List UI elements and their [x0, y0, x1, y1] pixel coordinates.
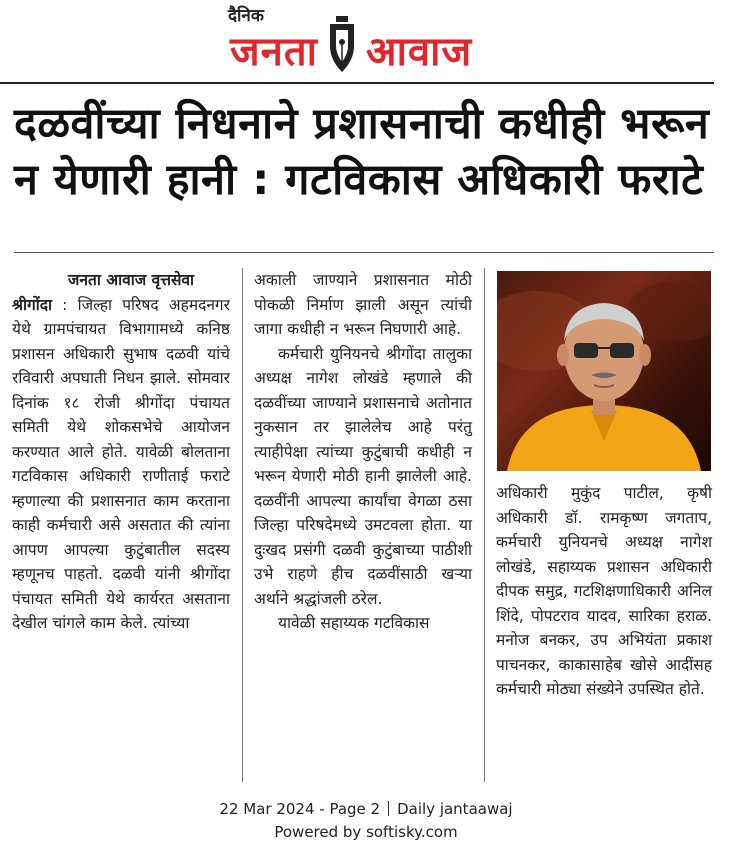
- footer-separator: [388, 801, 389, 816]
- portrait-photo: [497, 271, 711, 471]
- newspaper-logo: [230, 22, 472, 77]
- article-column-3: [496, 481, 712, 702]
- masthead-name-left: जनता: [230, 29, 319, 75]
- pen-nib-icon: [322, 16, 362, 74]
- article-paragraph-3: कर्मचारी युनियनचे श्रीगोंदा तालुका अध्यक्ष नागेश लोखंडे म्हणाले की दळवींच्या जाण्याने प्रशासनाचे अतोनात नुकसान तर झालेलेच आहे परंतु त्याहीपेक्षा त्यांच्या कुटुंबाची कधीही न भरून येणारी मोठी हानी झालेली आहे. दळवींनी आपल्या कार्यांचा वेगळा ठसा जिल्हा परिषदेमध्ये उमटवला होता. या दुःखद प्रसंगी दळवी कुटुंबाच्या पाठीशी उभे राहणे हीच दळवींसाठी खऱ्या अर्थाने श्रद्धांजली ठरेल.: [254, 344, 472, 608]
- masthead: [0, 0, 732, 84]
- article-paragraph-5: अधिकारी मुकुंद पाटील, कृषी अधिकारी डॉ. रामकृष्ण जगताप, कर्मचारी युनियनचे अध्यक्ष नागेश लोखंडे, सहाय्यक प्रशासन अधिकारी दीपक समुद्र, गटशिक्षणाधिकारी अनिल शिंदे, पोपटराव यादव, सारिका हराळ. मनोज बनकर, उप अभियंता प्रकाश पाचनकर, काकासाहेब खोसे आदींसह कर्मचारी मोठ्या संख्येने उपस्थित होते.: [496, 484, 712, 698]
- article-body-col1: : जिल्हा परिषद अहमदनगर येथे ग्रामपंचायत विभागामध्ये कनिष्ठ प्रशासन अधिकारी सुभाष दळवी यांचे रविवारी अपघाती निधन झाले. सोमवार दिनांक १८ रोजी श्रीगोंदा पंचायत समिती येथे शोकसभेचे आयोजन करण्यात आले होते. यावेळी बोलताना गटविकास अधिकारी राणीताई फराटे म्हणाल्या की प्रशासनात काम करताना काही कर्मचारी असे असतात की त्यांना आपण आपल्या कुटुंबातील सदस्य म्हणूनच पाहतो. दळवी यांनी श्रीगोंदा पंचायत समिती येथे कार्यरत असताना देखील चांगले काम केले. त्यांच्या: [12, 295, 230, 632]
- article-paragraph-1: [12, 293, 230, 636]
- masthead-name-right: आवाज: [366, 29, 473, 75]
- page-footer: [0, 798, 732, 844]
- footer-source: Daily jantaawaj: [397, 800, 513, 818]
- portrait-illustration: [497, 271, 711, 471]
- headline-line-2: न येणारी हानी : गटविकास अधिकारी फराटे: [14, 155, 704, 205]
- article-column-1: [12, 268, 230, 636]
- dateline: श्रीगोंदा: [12, 295, 52, 314]
- footer-powered-by: Powered by softisky.com: [274, 823, 458, 841]
- column-divider-1: [242, 268, 243, 782]
- headline: [14, 96, 714, 208]
- byline: जनता आवाज वृत्तसेवा: [67, 271, 195, 289]
- column-divider-2: [484, 268, 485, 782]
- article-paragraph-2: अकाली जाण्याने प्रशासनात मोठी पोकळी निर्माण झाली असून त्यांची जागा कधीही न भरून निघणारी आहे.: [254, 271, 472, 338]
- footer-date-page: 22 Mar 2024 - Page 2: [219, 800, 381, 818]
- masthead-rule: [0, 82, 714, 84]
- masthead-prefix: दैनिक: [228, 6, 264, 26]
- headline-line-1: दळवींच्या निधनाने प्रशासनाची कधीही भरून: [14, 99, 710, 149]
- article-paragraph-4: यावेळी सहाय्यक गटविकास: [278, 614, 430, 632]
- footer-edition-line: [0, 798, 732, 821]
- article-column-2: [254, 268, 472, 636]
- headline-rule: [14, 252, 714, 253]
